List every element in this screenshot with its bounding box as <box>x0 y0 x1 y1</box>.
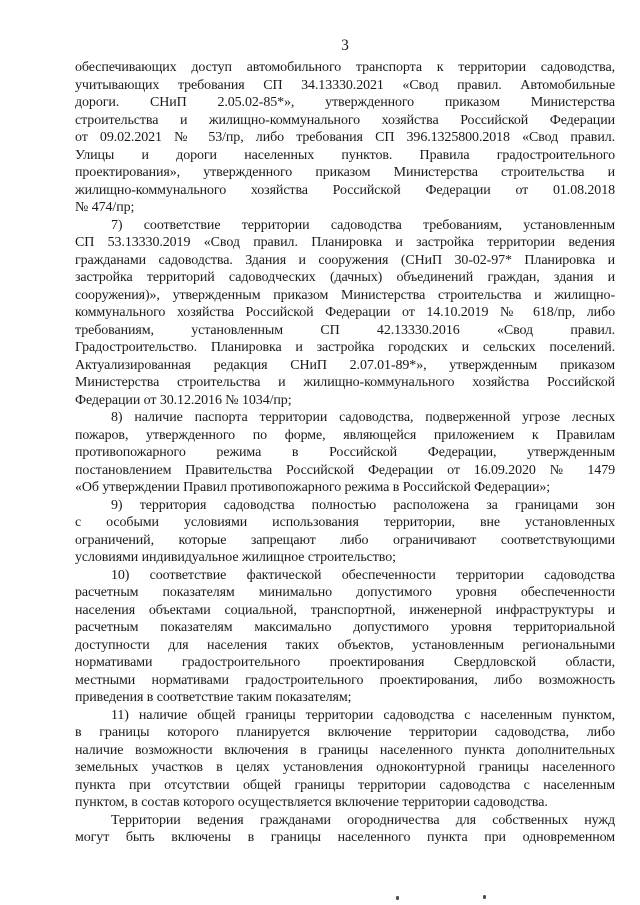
text-line: приведения в соответствие таким показателям; <box>75 690 352 705</box>
text-line: проектирования», утвержденного приказом Министерства строительства и <box>75 165 615 180</box>
clause-9 <box>75 497 615 567</box>
text-line: наличие возможности включения в границы населенного пункта дополнительных <box>75 742 615 758</box>
text-line: с особыми условиями использования территории, вне установленных <box>75 515 615 530</box>
text-line: учитывающих требования СП 34.13330.2021 «Свод правил. Автомобильные <box>75 77 615 93</box>
text-line: Федерации от 30.12.2016 № 1034/пр; <box>75 392 292 408</box>
text-line: расчетным показателям максимально допустимого уровня территориальной <box>75 620 615 635</box>
text-line: пунктом, в состав которого осуществляется включение территории садоводства. <box>75 795 548 810</box>
text-line: местными нормативами градостроительного проектирования, либо возможность <box>75 672 615 688</box>
text-line: Министерства строительства и жилищно-коммунального хозяйства Российской <box>75 375 615 390</box>
scan-speck <box>396 896 399 900</box>
text-line: населения объектами социальной, транспортной, инженерной инфраструктуры и <box>75 602 615 618</box>
document-body <box>75 59 615 847</box>
text-line: гражданами садоводства. Здания и сооружения (СНиП 30-02-97* Планировка и <box>75 252 615 268</box>
text-line: обеспечивающих доступ автомобильного транспорта к территории садоводства, <box>75 60 615 75</box>
clause-10 <box>75 567 615 707</box>
text-line: требованиям, установленным СП 42.13330.2016 «Свод правил. <box>75 322 615 338</box>
text-line: расчетным показателям минимально допустимого уровня обеспеченности <box>75 585 615 600</box>
text-line: 8) наличие паспорта территории садоводства, подверженной угрозе лесных <box>111 410 615 425</box>
text-line: пожаров, утвержденного по форме, являющейся приложением к Правилам <box>75 427 615 443</box>
text-line: условиями индивидуальное жилищное строительство; <box>75 550 396 565</box>
page-number: 3 <box>341 37 349 54</box>
clause-7 <box>75 217 615 410</box>
text-line: 10) соответствие фактической обеспеченности территории садоводства <box>111 567 615 583</box>
text-line: коммунального хозяйства Российской Федерации от 14.10.2019 № 618/пр, либо <box>75 305 615 320</box>
text-line: Градостроительство. Планировка и застройка городских и сельских поселений. <box>75 340 615 355</box>
text-line: в границы которого планируется включение территории садоводства, либо <box>75 725 615 740</box>
text-line: Улицы и дороги населенных пунктов. Правила градостроительного <box>75 147 615 163</box>
text-line: сооружения)», утвержденным приказом Министерства строительства и жилищно- <box>75 287 615 303</box>
text-line: дороги. СНиП 2.05.02-85*», утвержденного приказом Министерства <box>75 95 615 110</box>
text-line: 11) наличие общей границы территории садоводства с населенным пунктом, <box>111 707 615 723</box>
text-line: противопожарного режима в Российской Федерации, утвержденным <box>75 445 615 460</box>
clause-8 <box>75 409 615 497</box>
clause-11 <box>75 707 615 812</box>
text-line: земельных участков в целях установления одноконтурной границы населенного <box>75 760 615 775</box>
text-line: ограничений, которые запрещают либо ограничивают соответствующими <box>75 532 615 548</box>
text-line: застройка территорий садоводческих (дачных) объединений граждан, здания и <box>75 270 615 285</box>
text-line: № 474/пр; <box>75 200 135 215</box>
text-line: пункта при отсутствии общей границы территории садоводства с населенным <box>75 777 615 793</box>
text-line: могут быть включены в границы населенного пункта при одновременном <box>75 830 615 845</box>
text-line: доступности для населения таких объектов, установленным региональными <box>75 637 615 653</box>
text-line: 9) территория садоводства полностью расположена за границами зон <box>111 497 615 513</box>
text-line: постановлением Правительства Российской Федерации от 16.09.2020 № 1479 <box>75 462 615 478</box>
text-line: от 09.02.2021 № 53/пр, либо требования СП 396.1325800.2018 «Свод правил. <box>75 130 615 145</box>
closing-paragraph <box>75 812 615 847</box>
text-line: Территории ведения гражданами огородничества для собственных нужд <box>111 812 615 828</box>
text-line: Актуализированная редакция СНиП 2.07.01-89*», утвержденным приказом <box>75 357 615 373</box>
clause-6-continuation <box>75 59 615 217</box>
text-line: жилищно-коммунального хозяйства Российской Федерации от 01.08.2018 <box>75 182 615 198</box>
text-line: нормативами градостроительного проектирования Свердловской области, <box>75 655 615 670</box>
text-line: 7) соответствие территории садоводства требованиям, установленным <box>111 217 615 233</box>
scan-speck <box>483 895 486 899</box>
text-line: СП 53.13330.2019 «Свод правил. Планировка и застройка территории ведения <box>75 235 615 250</box>
text-line: строительства и жилищно-коммунального хозяйства Российской Федерации <box>75 112 615 128</box>
text-line: «Об утверждении Правил противопожарного режима в Российской Федерации»; <box>75 480 551 495</box>
